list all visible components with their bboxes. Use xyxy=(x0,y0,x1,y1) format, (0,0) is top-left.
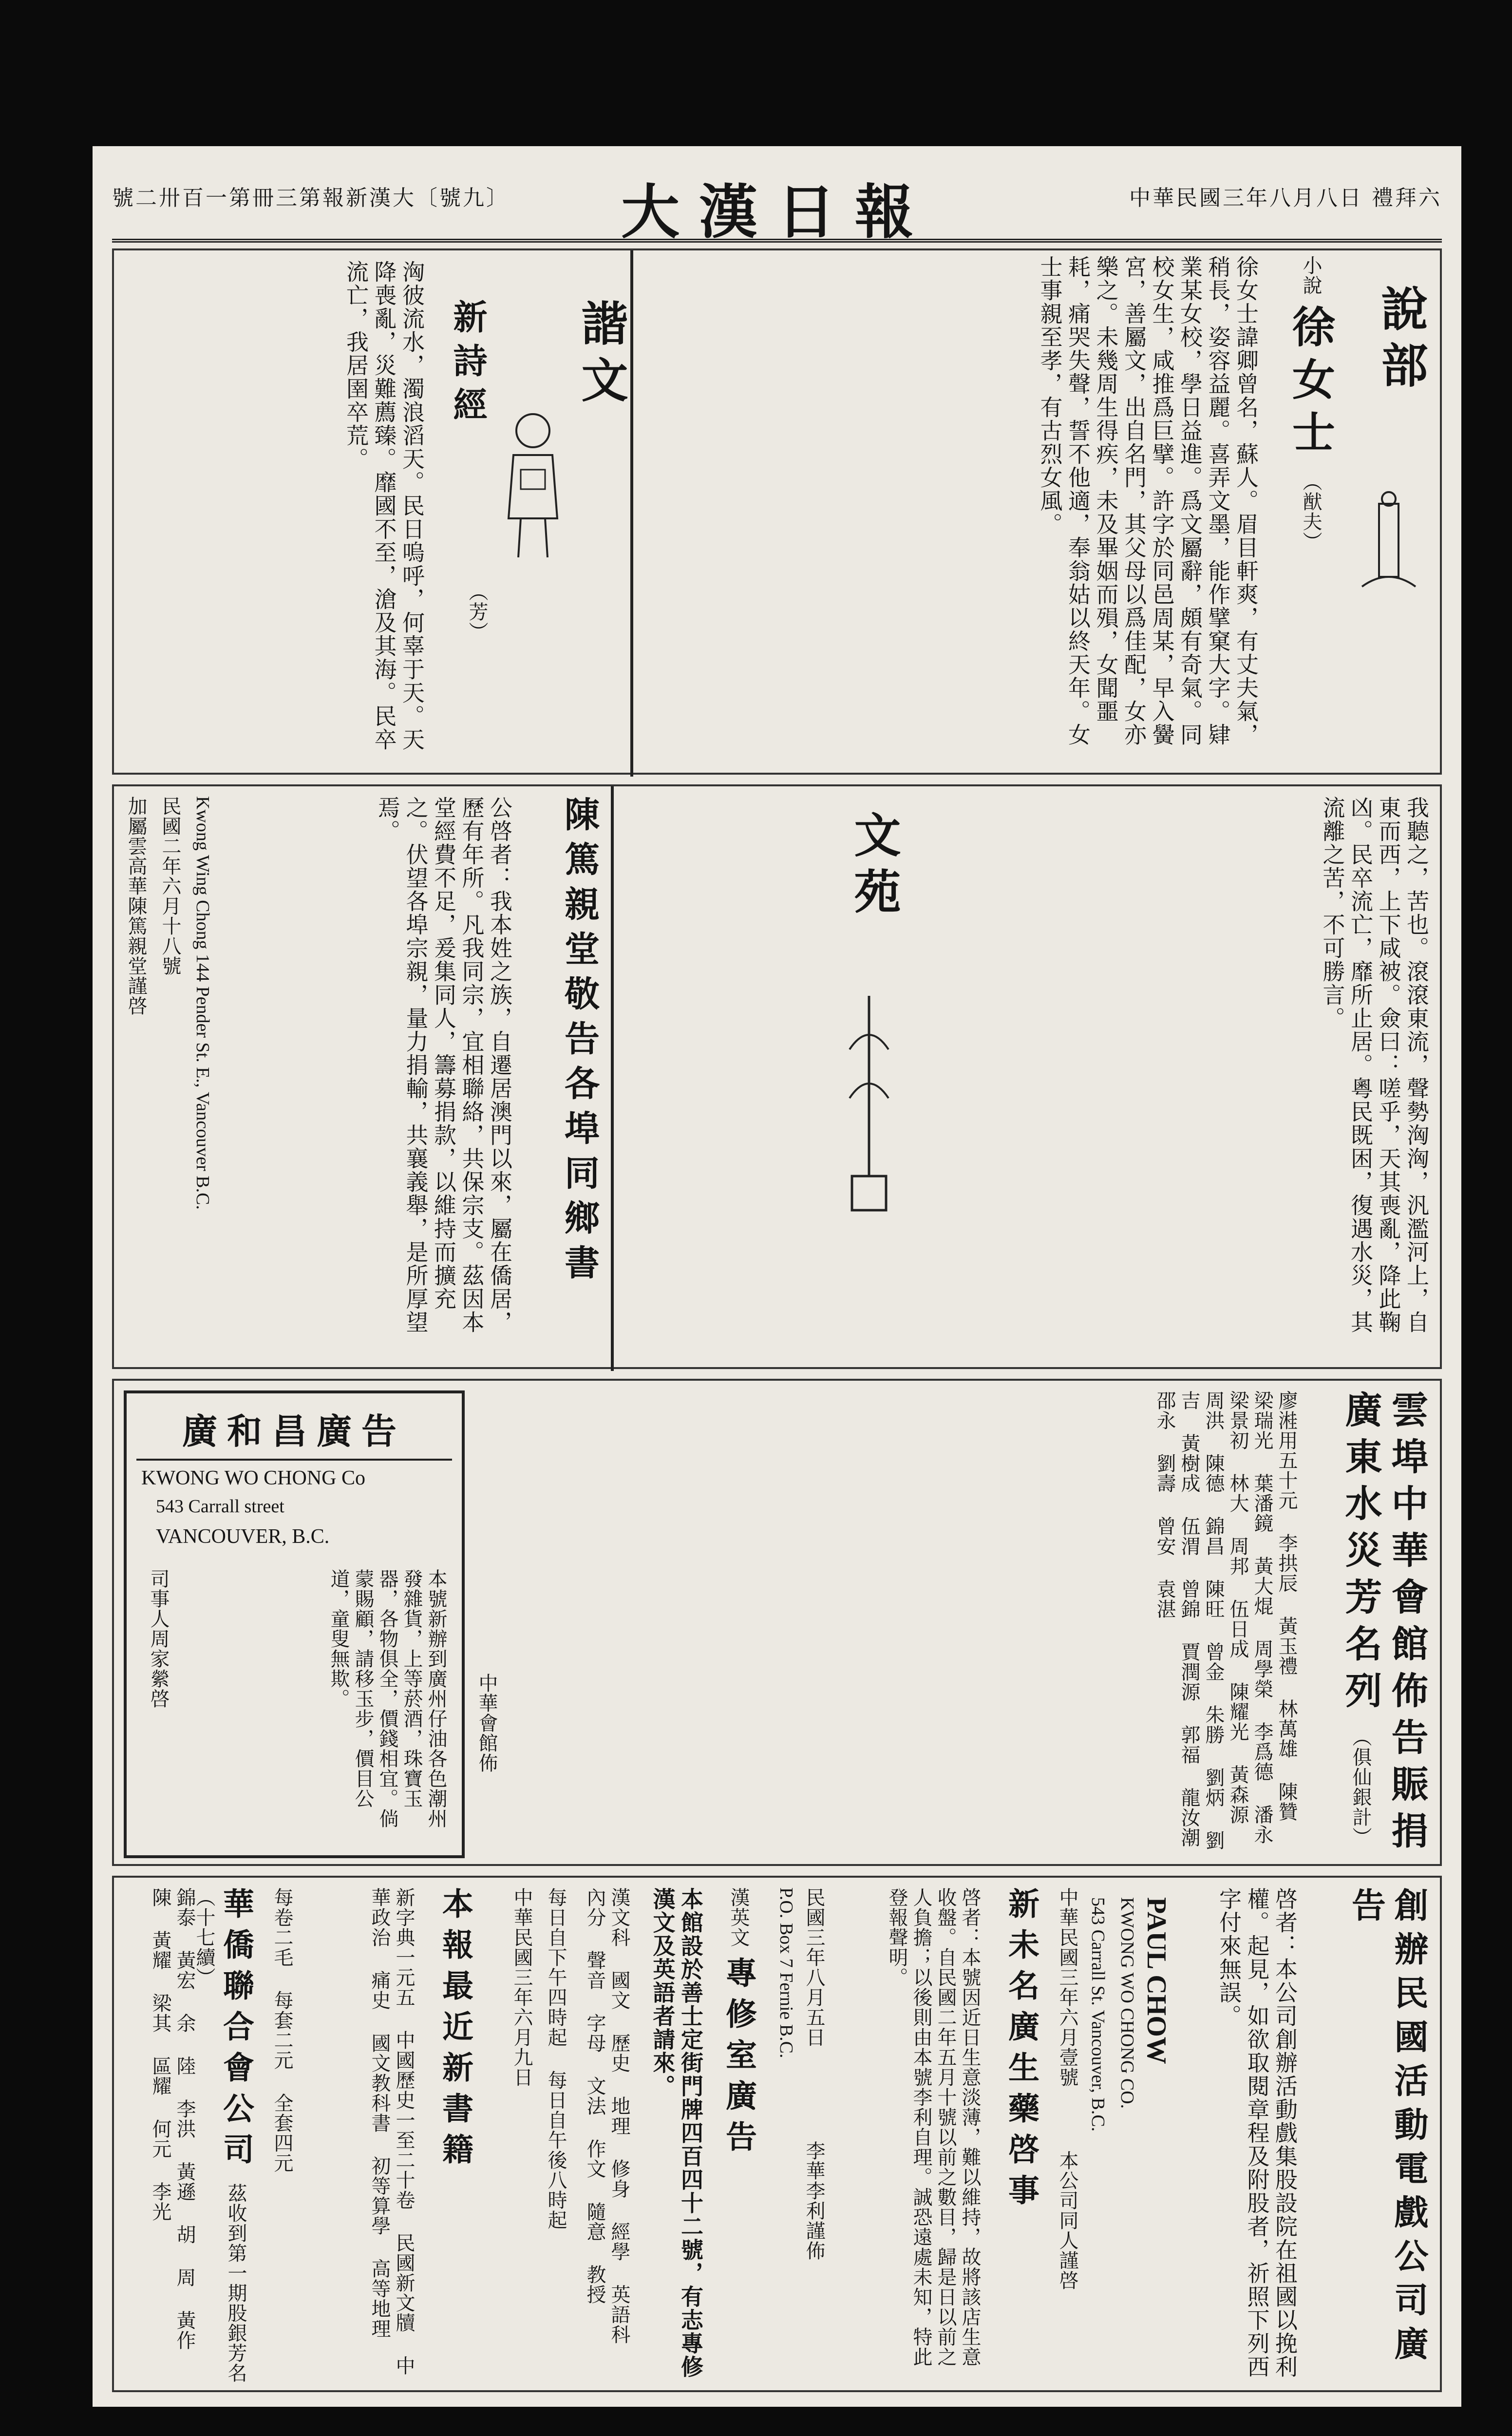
store-title: 新未名廣生藥啓事 xyxy=(1003,1887,1040,2215)
books-title-block xyxy=(426,1887,474,2384)
literary-body-left xyxy=(640,796,835,1356)
relief-footer: 中華會館佈 xyxy=(475,1673,498,1773)
section-title-novel: 說部 xyxy=(1374,285,1429,398)
tutor-date: 中華民國三年六月九日 xyxy=(510,1887,533,2087)
relief-title: 雲埠中華會館佈告賑捐廣東水災芳名列 xyxy=(1339,1390,1429,1858)
kwc-signature: 司事人周家縈啓 xyxy=(147,1569,170,1709)
relief-title-block xyxy=(1308,1390,1430,1858)
relief-entries: 廖溎用五十元 李拱辰 黃玉禮 林萬雄 陳贊 梁瑞光 葉潘鏡 黃大焜 周學榮 李爲德 潘永 梁景初 林大 周邦 伍日成 陳耀光 黃森源 周洪 陳德 錦昌 陳旺 曾金 朱勝 劉炳 劉吉 黃樹成 伍渭 曾錦 賈潤源 郭福 龍汝潮 邵永 劉壽 曾安 袁湛 xyxy=(1153,1390,1298,1850)
memorial-body: 公啓者：我本姓之族，自遷居澳門以來，屬在僑居，歷有年所。凡我同宗，宜相聯絡，共保宗支。茲因本堂經費不足，爰集同人，籌募捐款，以維持而擴充之。伏望各埠宗親，量力捐輸，共襄義舉，是所厚望焉。 xyxy=(375,796,513,1334)
masthead xyxy=(112,166,1442,247)
column-divider xyxy=(630,250,633,777)
novel-tag: 小說 xyxy=(1300,255,1322,295)
novel-title-block xyxy=(1269,255,1338,767)
kwc-body: 本號新辦到廣州仔油各色潮州發雜貨，上等菸酒，珠寶玉器，各物俱全，價錢相宜。倘蒙賜顧，請移玉步，價目公道，童叟無欺。 xyxy=(327,1569,447,1828)
novel-author: （猷夫） xyxy=(1300,472,1322,552)
kwong-wo-chong-ad xyxy=(124,1390,465,1858)
huaqiao-subtitle: 茲收到第一期股銀芳名（十七續） xyxy=(193,1887,247,2383)
novel-illustration xyxy=(1352,489,1425,596)
tutor-subjects: 漢文科 國文 歷史 地理 修身 經學 英語科 內分 聲音 字母 文法 作文 隨意 教授 xyxy=(584,1887,630,2344)
kwc-en-city: VANCOUVER, B.C. xyxy=(156,1525,330,1548)
huaqiao-entries: 錦泰 黃宏 余 陸 李洪 黃遜 胡 周 黃作 陳 黃耀 梁其 區耀 何元 李光 xyxy=(149,1887,196,2350)
film-signature: 本公司同人謹啓 xyxy=(1056,2151,1078,2290)
film-en-address: 543 Carrall St. Vancouver, B.C. xyxy=(1088,1897,1108,2132)
store-title-block xyxy=(992,1887,1040,2384)
film-en-company: KWONG WO CHONG CO. xyxy=(1117,1897,1137,2109)
books-items: 新字典一元五 中國歷史一至二十卷 民國新文牘 中華政治 痛史 國文教科書 初等算學 高等地理 xyxy=(368,1887,415,2376)
tutor-subtitle: 漢英文 xyxy=(727,1887,750,1947)
tutor-body: 本館設於善士定街門牌四百四十二號，有志專修漢文及英語者請來。 xyxy=(649,1887,704,2379)
prose-body: 洶彼流水，濁浪滔天。民日嗚呼，何辜于天。天降喪亂，災難薦臻。靡國不至，滄及其海。民卒流亡，我居圉卒荒。 xyxy=(343,260,425,751)
memorial-address: Kwong Wing Chong 144 Pender St. E., Vancouver B.C. xyxy=(192,796,213,1210)
memorial-signature: 加屬雲高華陳篤親堂謹啓 xyxy=(125,796,147,1016)
issue-info: 號二卅百一第冊三第報新漢大〔號九〕 xyxy=(112,186,510,210)
tutor-title-block xyxy=(709,1887,758,2384)
relief-subtitle: （俱仙銀計） xyxy=(1349,1727,1372,1847)
bottom-band xyxy=(112,1876,1442,2392)
film-date: 中華民國三年六月壹號 xyxy=(1056,1887,1078,2087)
kwc-en-name: KWONG WO CHONG Co xyxy=(141,1467,366,1489)
date-info: 中華民國三年八月八日 禮拜六 xyxy=(1129,186,1442,210)
store-signature: 李華李利謹佈 xyxy=(803,2141,825,2261)
memorial-title: 陳篤親堂敬告各埠同鄉書 xyxy=(559,796,600,1289)
upper-band xyxy=(112,248,1442,775)
lower-middle-band xyxy=(112,1379,1442,1866)
store-en-address: P.O. Box 7 Fernie B.C. xyxy=(776,1887,796,2058)
film-en-name: PAUL CHOW xyxy=(1141,1897,1172,2064)
books-title: 本報最近新書籍 xyxy=(437,1887,473,2174)
memorial-date: 民國二年六月十八號 xyxy=(159,796,181,976)
literary-ornament xyxy=(840,991,898,1215)
prose-author: （芳） xyxy=(466,582,488,642)
store-date: 民國三年八月五日 xyxy=(803,1887,825,2047)
novel-story-title: 徐女士 xyxy=(1285,304,1336,462)
prose-subtitle: 新詩經 xyxy=(448,299,488,431)
film-body: 啓者：本公司創辦活動戲集股設院在祖國以挽利權。起見，如欲取閱章程及附股者，祈照下列西字付來無誤。 xyxy=(1216,1887,1298,2379)
column-divider xyxy=(611,786,614,1371)
film-title: 創辦民國活動電戲公司廣告 xyxy=(1346,1887,1429,2370)
tutor-hours: 每日自下午四時起 每日自午後八時起 xyxy=(545,1887,567,2230)
store-body: 啓者：本號因近日生意淡薄，難以維持，故將該店生意收盤。自民國二年五月十號以前之數目，歸是日以前之人負擔；以後則由本號李利自理。誠恐遠處未知，特此登報聲明。 xyxy=(886,1887,981,2367)
kwc-title: 廣和昌廣告 xyxy=(136,1403,452,1461)
section-title-literary: 文苑 xyxy=(847,811,902,924)
huaqiao-title-block xyxy=(193,1887,255,2384)
newspaper-title: 大漢日報 xyxy=(621,178,933,247)
kwc-en-address: 543 Carrall street xyxy=(156,1496,284,1517)
section-title-prose: 諧文 xyxy=(574,299,629,412)
huaqiao-title: 華僑聯合會公司 xyxy=(218,1887,254,2174)
film-title-block xyxy=(1304,1887,1430,2384)
prose-illustration xyxy=(494,406,572,562)
memorial-title-block xyxy=(523,796,601,1356)
books-prices: 每卷二毛 每套二元 全套四元 xyxy=(271,1887,293,2173)
novel-header xyxy=(1342,255,1430,767)
newspaper-page xyxy=(93,146,1461,2407)
literary-body-right: 我聽之，苦也。滾滾東流，聲勢洶洶，汎濫河上，自東而西，上下咸被。僉曰：嗟乎，天其喪亂，降此鞠凶。民卒流亡，靡所止居。粵民既困，復遇水災，其流離之苦，不可勝言。 xyxy=(1319,796,1430,1334)
novel-body: 徐女士諱卿曾名，蘇人。眉目軒爽，有丈夫氣，稍長，姿容益麗。喜弄文墨，能作擘窠大字。肄業某女校，學日益進。爲文屬辭，頗有奇氣。同校女生，咸推爲巨擘。許字於同邑周某，早入黌宮，善屬文，出自名門，其父母以爲佳配，女亦樂之。未幾周生得疾，未及畢姻而殞，女聞噩耗，痛哭失聲，誓不他適，奉翁姑以終天年。女士事親至孝，有古烈女風。 xyxy=(1037,255,1259,746)
middle-band xyxy=(112,784,1442,1369)
tutor-title: 專修室廣告 xyxy=(720,1957,757,2161)
